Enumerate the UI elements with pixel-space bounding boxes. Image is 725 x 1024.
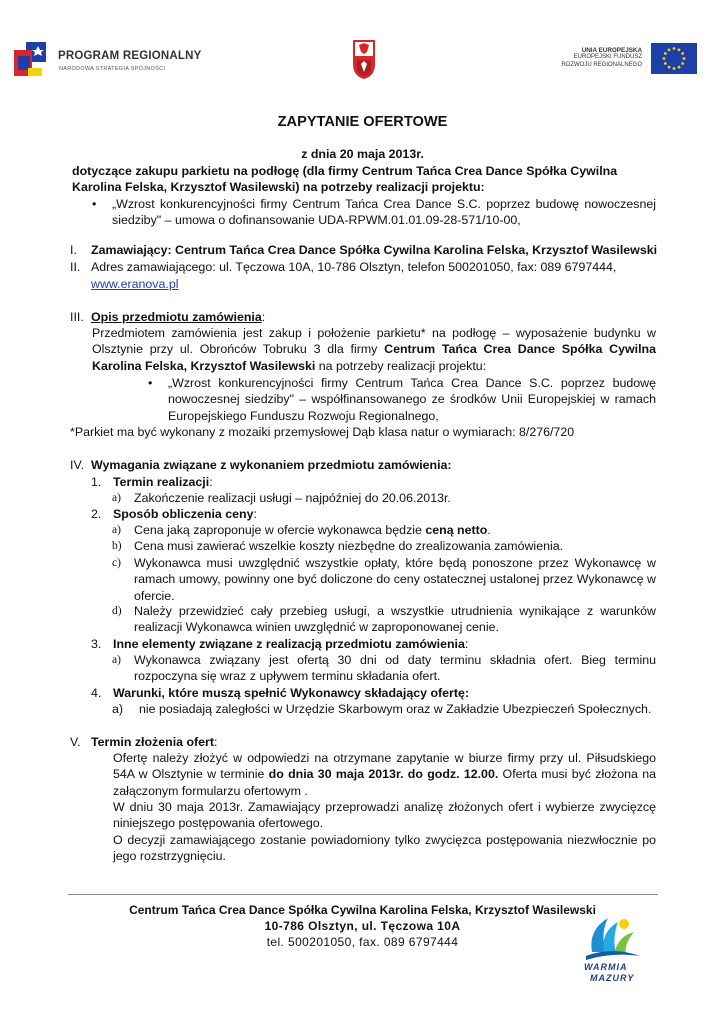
section-5-p1-b: Oferta musi być złożona na załączonym formularzu ofertowym . <box>113 767 657 798</box>
eu-star-icon <box>681 62 684 65</box>
eu-line-3: ROZWOJU REGIONALNEGO <box>561 61 642 68</box>
section-4-3-wrap: Inne elementy związane z realizacją przedmiotu zamówienia: <box>113 637 469 651</box>
logo-text-warmia: WARMIA <box>584 962 628 972</box>
eu-line-2: EUROPEJSKI FUNDUSZ <box>573 54 642 61</box>
section-2-text: Adres zamawiającego: ul. Tęczowa 10A, 10-786 Olsztyn, telefon 500201050, fax: 089 6797444, <box>91 260 617 274</box>
intro-paragraph: dotyczące zakupu parkietu na podłogę (dla firmy Centrum Tańca Crea Dance Spółka Cywilna Karolina Felska, Krzysztof Wasilewski) na potrzeby realizacji projektu: <box>72 164 618 195</box>
section-2-number: II. <box>70 260 81 274</box>
section-4-3-heading: Inne elementy związane z realizacją przedmiotu zamówienia <box>113 637 465 651</box>
section-3-note: *Parkiet ma być wykonany z mozaiki przemysłowej Dąb klasa natur o wymiarach: 8/276/720 <box>70 425 575 439</box>
warmia-mazury-logo <box>578 912 646 986</box>
section-4-1a-text: Zakończenie realizacji usługi – najpóźniej do 20.06.2013r. <box>134 491 451 505</box>
section-4-2b-text: Cena musi zawierać wszelkie koszty niezbędne do zrealizowania zamówienia. <box>134 539 564 553</box>
logo-text-mazury: MAZURY <box>590 973 635 983</box>
section-4-1a-letter: a) <box>112 492 121 504</box>
section-5-heading-wrap: Termin złożenia ofert: <box>91 735 218 749</box>
eu-star-icon <box>668 66 671 69</box>
section-5-paragraph-3: O decyzji zamawiającego zostanie powiadomiony tylko zwycięzca postępowania niezwłocznie po jego rozstrzygnięciu. <box>113 833 656 864</box>
section-3-paragraph-b: na potrzeby realizacji projektu: <box>315 358 487 373</box>
coat-of-arms-icon <box>352 38 376 80</box>
section-4-4a-text: nie posiadają zaległości w Urzędzie Skarbowym oraz w Zakładzie Ubezpieczeń Społecznych. <box>139 702 652 716</box>
section-4-2a-bold: ceną netto <box>425 523 488 537</box>
eu-star-icon <box>668 48 671 51</box>
section-4-2d-text: Należy przewidzieć cały przebieg usługi, a wszystkie utrudnienia wynikające z warunków realizacji Wykonawca winien uwzględnić w zaproponowanej cenie. <box>134 604 656 635</box>
coat-of-arms <box>352 38 376 80</box>
section-4-heading: Wymagania związane z wykonaniem przedmiotu zamówienia: <box>91 458 452 472</box>
warmia-mazury-emblem-icon <box>578 912 646 964</box>
eu-star-icon <box>678 48 681 51</box>
footer-line-1: Centrum Tańca Crea Dance Spółka Cywilna Karolina Felska, Krzysztof Wasilewski <box>129 903 596 917</box>
section-4-1-heading: Termin realizacji <box>113 475 210 489</box>
section-1-number: I. <box>70 243 77 257</box>
section-4-2-wrap: Sposób obliczenia ceny: <box>113 507 257 521</box>
eu-star-icon <box>663 57 666 60</box>
section-4-3-number: 3. <box>91 637 102 651</box>
intro-bullet-marker: • <box>92 197 97 211</box>
eu-star-icon <box>681 52 684 55</box>
section-4-4a-letter: a) <box>112 702 124 716</box>
eu-star-icon <box>664 62 667 65</box>
section-4-2c-letter: c) <box>112 557 121 569</box>
footer-line-3: tel. 500201050, fax. 089 6797444 <box>266 935 459 949</box>
program-regionalny-emblem-icon <box>12 38 50 78</box>
section-3-paragraph-company: Centrum Tańca Crea Dance Spółka Cywilna Karolina Felska, Krzysztof Wasilewski <box>92 342 656 373</box>
section-5-p1-a: Ofertę należy złożyć w odpowiedzi na otrzymane zapytanie w biurze firmy przy ul. Piłsudskiego 54A w Olsztynie w terminie <box>113 751 656 782</box>
section-3-heading: Opis przedmiotu zamówienia <box>91 310 262 324</box>
document-date: z dnia 20 maja 2013r. <box>301 147 424 161</box>
section-3-heading-wrap: Opis przedmiotu zamówienia: <box>91 310 266 324</box>
section-4-2-number: 2. <box>91 507 102 521</box>
section-4-2a-text: Cena jaką zaproponuje w ofercie wykonawca będzie ceną netto. <box>134 523 491 537</box>
section-3-paragraph-a: Przedmiotem zamówienia jest zakup i położenie parkietu* na podłogę – wyposażenie budynku w Olsztynie przy ul. Obrońców Tobruku 3 dla firmy <box>92 326 656 357</box>
section-5-paragraph-2: W dniu 30 maja 2013r. Zamawiający przeprowadzi analizę złożonych ofert i wybierze zwycięzcę niniejszego postępowania ofertowego. <box>113 800 656 831</box>
section-4-2c-text: Wykonawca musi uwzględnić wszystkie opłaty, które będą ponoszone przez Wykonawcę w ramach umowy, powinny one być doliczone do ceny ostatecznej ustalonej przez Wykonawcę w ofercie. <box>134 556 656 603</box>
section-2-website-link[interactable]: www.eranova.pl <box>91 277 179 291</box>
intro-bullet-text: „Wzrost konkurencyjności firmy Centrum Tańca Crea Dance S.C. poprzez budowę nowoczesnej siedziby" – umowa o dofinansowanie UDA-RPWM.01.01.09-28-571/10-00, <box>112 197 656 228</box>
footer-line-2: 10-786 Olsztyn, ul. Tęczowa 10A <box>264 919 461 933</box>
program-regionalny-logo <box>12 38 212 82</box>
section-3-bullet-text: „Wzrost konkurencyjności firmy Centrum Tańca Crea Dance S.C. poprzez budowę nowoczesnej siedziby" – współfinansowanego ze środków Unii Europejskiej w ramach Europejskiego Funduszu Rozwoju Regionalnego, <box>168 376 656 423</box>
section-4-1-wrap: Termin realizacji: <box>113 475 213 489</box>
section-5-p1-bold: do dnia 30 maja 2013r. do godz. 12.00. <box>268 767 499 782</box>
section-4-3a-letter: a) <box>112 654 121 666</box>
eu-star-icon <box>664 52 667 55</box>
section-4-2a-pre: Cena jaką zaproponuje w ofercie wykonawca będzie <box>134 523 426 537</box>
section-4-2a-letter: a) <box>112 524 121 536</box>
eu-star-icon <box>673 47 676 50</box>
section-3-paragraph <box>92 325 656 374</box>
section-4-2d-letter: d) <box>112 605 122 617</box>
section-5-heading: Termin złożenia ofert <box>91 735 215 749</box>
eu-flag <box>651 43 697 74</box>
section-4-number: IV. <box>70 458 85 472</box>
section-1-text: Zamawiający: Centrum Tańca Crea Dance Spółka Cywilna Karolina Felska, Krzysztof Wasilewski <box>91 243 658 257</box>
eu-line-1: UNIA EUROPEJSKA <box>581 47 642 54</box>
eu-flag-icon <box>651 43 697 74</box>
document-title: ZAPYTANIE OFERTOWE <box>277 114 448 130</box>
program-title: PROGRAM REGIONALNY <box>58 50 202 62</box>
section-4-4-heading: Warunki, które muszą spełnić Wykonawcy składający ofertę: <box>113 686 470 700</box>
eu-star-icon <box>673 67 676 70</box>
section-3-bullet-marker: • <box>148 376 153 390</box>
footer-divider <box>68 894 658 895</box>
program-subtitle: NARODOWA STRATEGIA SPÓJNOŚCI <box>59 66 166 72</box>
section-5-number: V. <box>70 735 81 749</box>
section-4-1-number: 1. <box>91 475 102 489</box>
eu-star-icon <box>683 57 686 60</box>
section-4-2-heading: Sposób obliczenia ceny <box>113 507 254 521</box>
section-5-paragraph-1 <box>113 750 656 799</box>
section-4-3a-text: Wykonawca związany jest ofertą 30 dni od daty terminu składnia ofert. Bieg terminu rozpoczyna się wraz z upływem terminu składania ofert. <box>134 653 656 684</box>
section-3-number: III. <box>70 310 84 324</box>
eu-star-icon <box>678 66 681 69</box>
section-4-2b-letter: b) <box>112 540 122 552</box>
section-4-4-number: 4. <box>91 686 102 700</box>
eu-text-block <box>548 47 642 69</box>
